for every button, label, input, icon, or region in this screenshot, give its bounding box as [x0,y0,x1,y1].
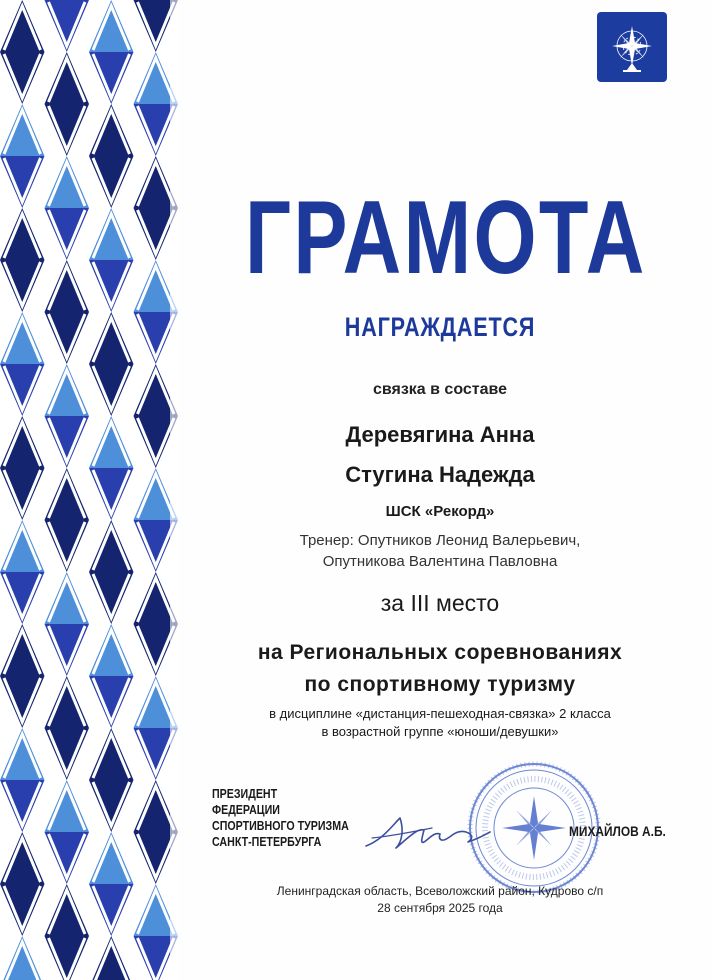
member-name-2: Стугина Надежда [345,462,535,487]
coach-line-1: Тренер: Опутников Леонид Валерьевич, [299,532,581,549]
team-line: связка в составе [372,381,508,398]
place-award: за III место [380,590,500,616]
signatory-line: САНКТ-ПЕТЕРБУРГА [212,834,322,849]
signer-name: МИХАЙЛОВ А.Б. [569,823,666,839]
signatory-line: ПРЕЗИДЕНТ [212,786,278,801]
signatory-line: СПОРТИВНОГО ТУРИЗМА [212,818,349,833]
location-line: Ленинградская область, Всеволожский район, Кудрово с/п [276,884,604,898]
event-block [190,637,690,701]
club-name: ШСК «Рекорд» [385,503,495,520]
discipline-line-1: в дисциплине «дистанция-пешеходная-связка» 2 класса [269,706,611,721]
coach-line-2: Опутникова Валентина Павловна [322,553,558,570]
compass-rose-logo-icon [597,12,667,82]
member-name-1: Деревягина Анна [345,422,535,447]
location-block [190,883,690,917]
discipline-block [190,705,690,741]
date-line: 28 сентября 2025 года [377,901,503,915]
discipline-line-2: в возрастной группе «юноши/девушки» [321,724,559,739]
certificate-subtitle: НАГРАЖДАЕТСЯ [344,312,536,342]
coach-block [190,530,690,572]
signatory-line: ФЕДЕРАЦИИ [212,802,280,817]
certificate-title: ГРАМОТА [245,180,647,296]
signature-icon [362,808,492,858]
event-line-1: на Региональных соревнованиях [257,641,623,664]
triangle-pattern-border [0,0,178,980]
signatory-title [212,786,349,850]
event-line-2: по спортивному туризму [304,673,576,696]
